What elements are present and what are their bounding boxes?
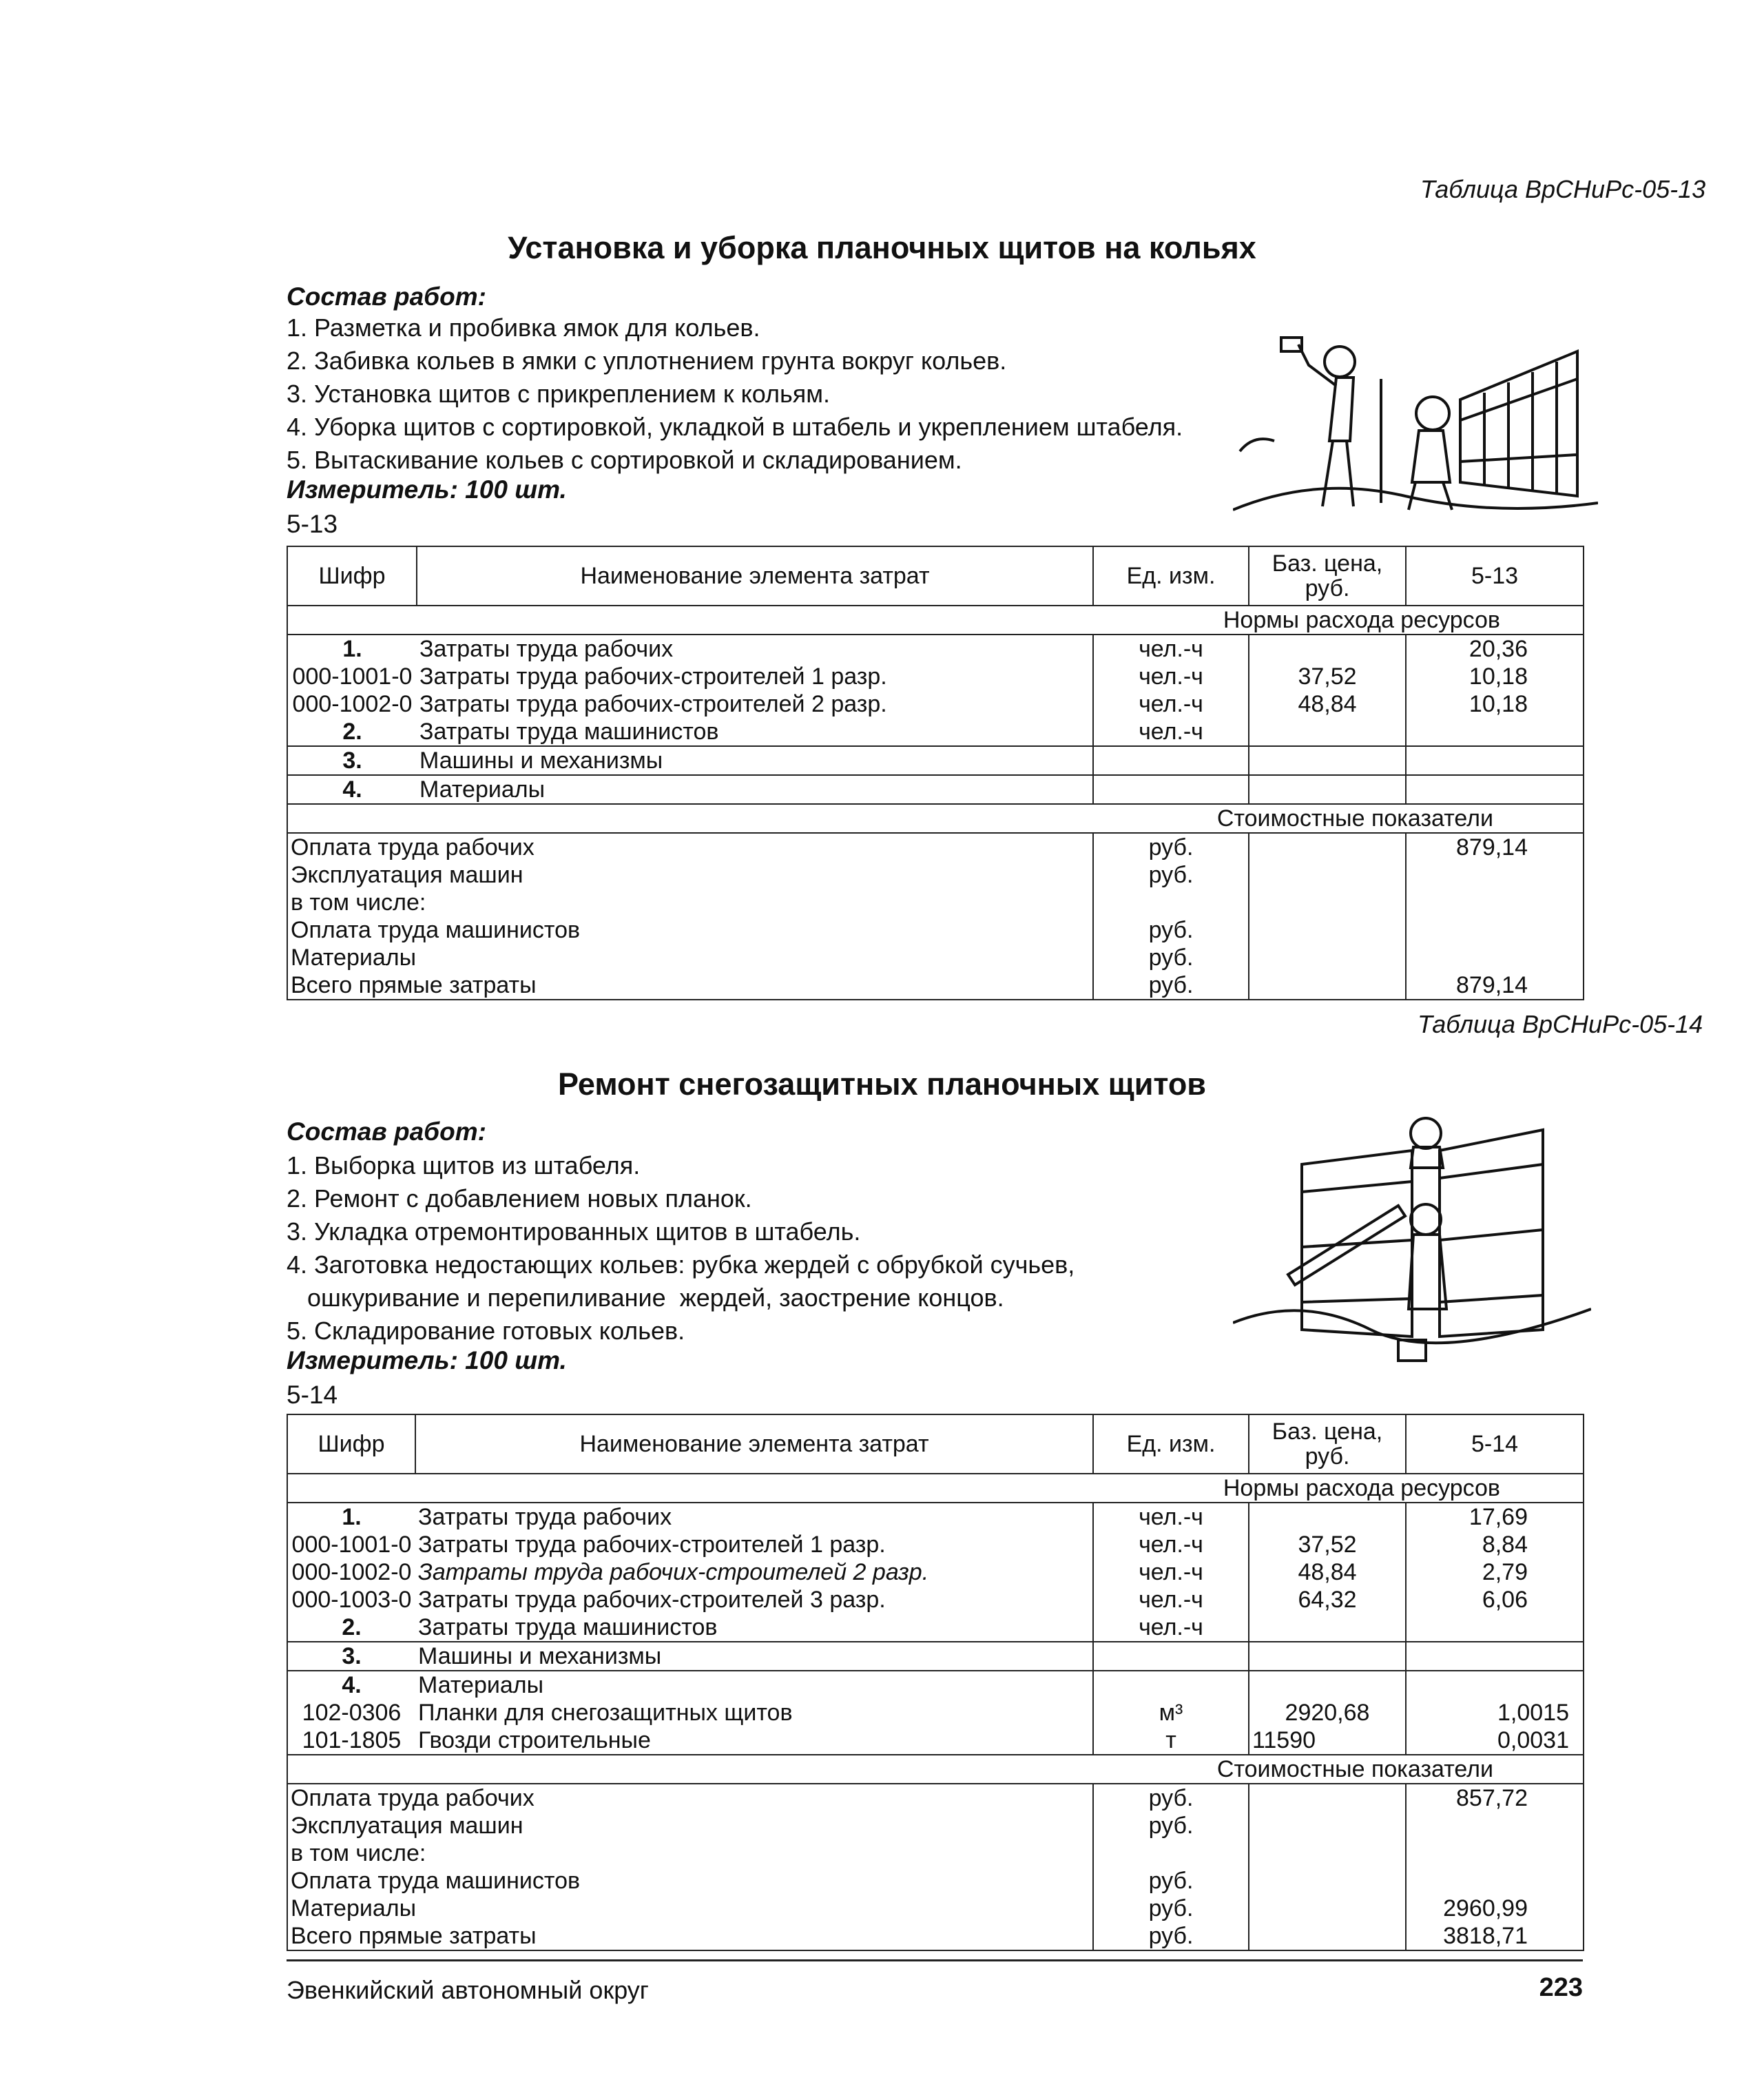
row-code: 102-0306 <box>302 1700 402 1726</box>
row-name: Планки для снегозащитных щитов <box>418 1700 793 1726</box>
table-row <box>287 1558 1584 1586</box>
row-name: Машины и механизмы <box>415 1642 1093 1671</box>
cost-value <box>1406 1812 1584 1839</box>
cost-row <box>287 889 1584 916</box>
work-item: 3. Установка щитов с прикреплением к кольям. <box>287 380 830 408</box>
cost-unit: руб. <box>1093 1784 1249 1812</box>
cost-name: Эксплуатация машин <box>291 1813 523 1839</box>
table-row-material <box>287 1727 1584 1755</box>
table-row-machines <box>287 746 1584 775</box>
cost-value <box>1406 861 1584 889</box>
row-value <box>1406 1614 1584 1642</box>
work-item: 4. Уборка щитов с сортировкой, укладкой в штабель и укреплением штабеля. <box>287 413 1183 441</box>
cost-unit: руб. <box>1093 1867 1249 1895</box>
work-item: 2. Ремонт с добавлением новых планок. <box>287 1184 752 1213</box>
row-name: Затраты труда рабочих-строителей 2 разр. <box>419 691 887 717</box>
cost-unit: руб. <box>1093 971 1249 1000</box>
header-code: 5-13 <box>1406 546 1584 606</box>
work-list-05-14 <box>287 1149 1075 1348</box>
cost-row <box>287 1839 1584 1867</box>
cost-value <box>1406 1867 1584 1895</box>
table-header-row <box>287 1414 1584 1474</box>
cost-value: 3818,71 <box>1443 1923 1528 1949</box>
cost-unit <box>1093 889 1249 916</box>
row-value: 1,0015 <box>1497 1700 1569 1726</box>
table-label-05-14: Таблица ВрСНиРс-05-14 <box>1418 1010 1703 1038</box>
row-unit: м³ <box>1093 1699 1249 1727</box>
table-row-materials <box>287 775 1584 804</box>
table-row <box>287 1531 1584 1558</box>
work-item: 1. Выборка щитов из штабеля. <box>287 1151 641 1179</box>
cost-unit: руб. <box>1093 1922 1249 1950</box>
row-name: Затраты труда рабочих <box>419 636 674 662</box>
cost-row <box>287 861 1584 889</box>
header-shifr: Шифр <box>287 1414 415 1474</box>
row-code: 4. <box>287 775 417 804</box>
norms-table-05-14 <box>287 1414 1584 1951</box>
row-code: 000-1001-0 <box>291 1532 412 1558</box>
cost-value: 879,14 <box>1456 834 1528 860</box>
row-value: 17,69 <box>1469 1504 1528 1530</box>
norms-table-05-13 <box>287 546 1584 1000</box>
row-name: Затраты труда рабочих-строителей 1 разр. <box>418 1532 886 1558</box>
row-unit: чел.-ч <box>1093 1614 1249 1642</box>
row-name: Затраты труда рабочих <box>418 1504 672 1530</box>
row-name: Затраты труда рабочих-строителей 3 разр. <box>418 1587 886 1613</box>
work-item: 1. Разметка и пробивка ямок для кольев. <box>287 313 760 342</box>
cost-unit: руб. <box>1093 861 1249 889</box>
workers-installing-fence-illustration <box>1233 303 1598 524</box>
row-value: 10,18 <box>1469 663 1528 690</box>
cost-section-title: Стоимостные показатели <box>287 804 1584 833</box>
row-code: 000-1001-0 <box>292 663 413 690</box>
row-name: Затраты труда рабочих-строителей 2 разр. <box>418 1559 929 1585</box>
cost-value <box>1406 944 1584 971</box>
row-code: 2. <box>342 719 362 745</box>
cost-name: Оплата труда машинистов <box>291 917 581 943</box>
page-number: 223 <box>1539 1973 1583 2002</box>
sostav-heading-05-13: Состав работ: <box>287 282 486 311</box>
row-unit: чел.-ч <box>1093 1531 1249 1558</box>
row-price: 37,52 <box>1249 663 1406 690</box>
row-price: 37,52 <box>1249 1531 1406 1558</box>
sostav-heading-05-14: Состав работ: <box>287 1117 486 1146</box>
cost-name: Эксплуатация машин <box>291 862 523 888</box>
code-05-13: 5-13 <box>287 510 338 538</box>
cost-row <box>287 944 1584 971</box>
row-code: 3. <box>287 1642 415 1671</box>
section-title-05-14: Ремонт снегозащитных планочных щитов <box>558 1066 1206 1102</box>
row-name: Гвозди строительные <box>418 1727 651 1753</box>
table-row <box>287 1586 1584 1614</box>
row-price <box>1249 1614 1406 1642</box>
table-row <box>287 635 1584 663</box>
row-name: Затраты труда машинистов <box>419 719 719 745</box>
cost-value <box>1406 916 1584 944</box>
cost-row <box>287 1895 1584 1922</box>
row-price <box>1249 1503 1406 1531</box>
cost-unit: руб. <box>1093 833 1249 861</box>
row-unit: чел.-ч <box>1093 1503 1249 1531</box>
work-item: 4. Заготовка недостающих кольев: рубка жердей с обрубкой сучьев, <box>287 1250 1075 1279</box>
row-code: 101-1805 <box>302 1727 402 1753</box>
cost-row <box>287 916 1584 944</box>
header-shifr: Шифр <box>287 546 417 606</box>
header-base-price: Баз. цена, руб. <box>1249 1414 1406 1474</box>
row-unit: чел.-ч <box>1093 663 1249 690</box>
cost-row <box>287 1867 1584 1895</box>
section-title-05-13: Установка и уборка планочных щитов на кольях <box>508 230 1256 265</box>
cost-name: Оплата труда рабочих <box>291 1785 535 1811</box>
cost-row <box>287 1812 1584 1839</box>
table-row <box>287 718 1584 746</box>
header-code: 5-14 <box>1406 1414 1584 1474</box>
row-value <box>1406 718 1584 746</box>
table-row-material <box>287 1699 1584 1727</box>
row-price: 48,84 <box>1249 1558 1406 1586</box>
row-code: 000-1002-0 <box>291 1559 412 1585</box>
row-value: 8,84 <box>1482 1532 1528 1558</box>
cost-unit: руб. <box>1093 1895 1249 1922</box>
table-row <box>287 690 1584 718</box>
row-value: 6,06 <box>1482 1587 1528 1613</box>
cost-value <box>1406 1839 1584 1867</box>
row-unit: чел.-ч <box>1093 1558 1249 1586</box>
code-05-14: 5-14 <box>287 1381 338 1409</box>
row-code: 2. <box>342 1614 362 1640</box>
cost-name: Материалы <box>291 945 417 971</box>
header-name: Наименование элемента затрат <box>417 546 1093 606</box>
cost-name: Оплата труда машинистов <box>291 1868 581 1894</box>
cost-name: Материалы <box>291 1895 417 1921</box>
row-value: 0,0031 <box>1497 1727 1569 1753</box>
cost-section-row <box>287 804 1584 833</box>
row-price: 11590 <box>1249 1727 1406 1755</box>
row-unit: чел.-ч <box>1093 718 1249 746</box>
row-code: 4. <box>342 1672 362 1698</box>
workers-repairing-fence-illustration <box>1233 1102 1591 1385</box>
cost-section-title: Стоимостные показатели <box>287 1755 1584 1784</box>
cost-value: 857,72 <box>1456 1785 1528 1811</box>
row-code: 000-1002-0 <box>292 691 413 717</box>
header-unit: Ед. изм. <box>1093 546 1249 606</box>
cost-unit: руб. <box>1093 944 1249 971</box>
row-unit: чел.-ч <box>1093 1586 1249 1614</box>
table-row <box>287 1503 1584 1531</box>
row-value: 2,79 <box>1482 1559 1528 1585</box>
header-name: Наименование элемента затрат <box>415 1414 1093 1474</box>
row-code: 1. <box>342 636 362 662</box>
row-unit: чел.-ч <box>1093 690 1249 718</box>
row-code: 1. <box>342 1504 362 1530</box>
row-value: 20,36 <box>1469 636 1528 662</box>
row-price: 48,84 <box>1249 690 1406 718</box>
cost-row <box>287 1784 1584 1812</box>
row-code: 3. <box>287 746 417 775</box>
cost-unit: руб. <box>1093 1812 1249 1839</box>
norms-section-title: Нормы расхода ресурсов <box>287 1474 1584 1503</box>
row-value: 10,18 <box>1469 691 1528 717</box>
row-name: Материалы <box>418 1672 544 1698</box>
cost-unit <box>1093 1839 1249 1867</box>
table-row-materials <box>287 1671 1584 1699</box>
norms-section-title: Нормы расхода ресурсов <box>287 606 1584 635</box>
work-list-05-13 <box>287 311 1183 477</box>
row-unit: чел.-ч <box>1093 635 1249 663</box>
cost-value <box>1406 889 1584 916</box>
norms-section-row <box>287 606 1584 635</box>
cost-unit: руб. <box>1093 916 1249 944</box>
measure-05-14: Измеритель: 100 шт. <box>287 1346 567 1374</box>
cost-name: Оплата труда рабочих <box>291 834 535 860</box>
table-label-05-13: Таблица ВрСНиРс-05-13 <box>1420 175 1706 203</box>
header-base-price: Баз. цена, руб. <box>1249 546 1406 606</box>
row-name: Материалы <box>417 775 1093 804</box>
header-unit: Ед. изм. <box>1093 1414 1249 1474</box>
work-item: 3. Укладка отремонтированных щитов в штабель. <box>287 1217 861 1246</box>
row-price: 64,32 <box>1249 1586 1406 1614</box>
row-price <box>1249 635 1406 663</box>
table-row-machines <box>287 1642 1584 1671</box>
cost-row-total <box>287 1922 1584 1950</box>
table-row <box>287 1614 1584 1642</box>
table-row <box>287 663 1584 690</box>
cost-value: 2960,99 <box>1443 1895 1528 1921</box>
cost-name: Всего прямые затраты <box>291 1923 537 1949</box>
row-unit: т <box>1093 1727 1249 1755</box>
cost-name: в том числе: <box>291 1840 426 1866</box>
row-name: Затраты труда машинистов <box>418 1614 718 1640</box>
row-name: Машины и механизмы <box>417 746 1093 775</box>
cost-name: в том числе: <box>291 889 426 916</box>
row-name: Затраты труда рабочих-строителей 1 разр. <box>419 663 887 690</box>
cost-section-row <box>287 1755 1584 1784</box>
row-price: 2920,68 <box>1249 1699 1406 1727</box>
measure-05-13: Измеритель: 100 шт. <box>287 475 567 504</box>
cost-name: Всего прямые затраты <box>291 972 537 998</box>
table-header-row <box>287 546 1584 606</box>
cost-row-total <box>287 971 1584 1000</box>
footer-region: Эвенкийский автономный округ <box>287 1976 649 2004</box>
work-item: 2. Забивка кольев в ямки с уплотнением грунта вокруг кольев. <box>287 347 1007 375</box>
cost-row <box>287 833 1584 861</box>
row-code: 000-1003-0 <box>291 1587 412 1613</box>
cost-value: 879,14 <box>1456 972 1528 998</box>
work-item: 5. Вытаскивание кольев с сортировкой и складированием. <box>287 446 962 474</box>
work-item: ошкуривание и перепиливание жердей, заострение концов. <box>287 1284 1004 1312</box>
row-price <box>1249 718 1406 746</box>
work-item: 5. Складирование готовых кольев. <box>287 1317 685 1345</box>
norms-section-row <box>287 1474 1584 1503</box>
footer-rule <box>287 1959 1583 1961</box>
